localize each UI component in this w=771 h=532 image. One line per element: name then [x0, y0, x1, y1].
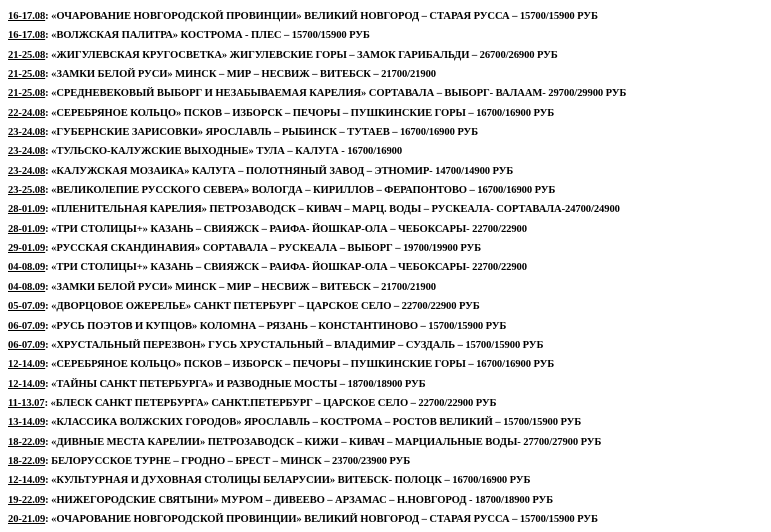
tour-row — [8, 220, 768, 239]
tour-row — [8, 123, 768, 142]
tour-description: : «КАЛУЖСКАЯ МОЗАИКА» КАЛУГА – ПОЛОТНЯНЫЙ ЗАВОД – ЭТНОМИР- 14700/14900 РУБ — [45, 165, 514, 177]
tour-dates: 12-14.09 — [8, 359, 46, 371]
tour-description: : «КУЛЬТУРНАЯ И ДУХОВНАЯ СТОЛИЦЫ БЕЛАРУСИИ» ВИТЕБСК- ПОЛОЦК – 16700/16900 РУБ — [45, 475, 531, 487]
tour-description: : «ТАЙНЫ САНКТ ПЕТЕРБУРГА» И РАЗВОДНЫЕ МОСТЫ – 18700/18900 РУБ — [45, 378, 426, 390]
tour-row — [8, 258, 768, 277]
tour-row — [8, 491, 768, 510]
tour-row — [8, 278, 768, 297]
tour-dates: 20-21.09 — [8, 513, 46, 525]
tour-row — [8, 84, 768, 103]
tour-row — [8, 413, 768, 432]
tour-row — [8, 7, 768, 26]
tour-description: : БЕЛОРУССКОЕ ТУРНЕ – ГРОДНО – БРЕСТ – МИНСК – 23700/23900 РУБ — [45, 455, 411, 467]
tour-row — [8, 375, 768, 394]
tour-description: : «ТРИ СТОЛИЦЫ+» КАЗАНЬ – СВИЯЖСК – РАИФА- ЙОШКАР-ОЛА – ЧЕБОКСАРЫ- 22700/22900 — [45, 262, 527, 274]
tour-row — [8, 433, 768, 452]
tour-dates: 12-14.09 — [8, 378, 46, 390]
tour-dates: 04-08.09 — [8, 262, 46, 274]
tour-description: : «РУССКАЯ СКАНДИНАВИЯ» СОРТАВАЛА – РУСКЕАЛА – ВЫБОРГ – 19700/19900 РУБ — [45, 243, 482, 255]
tour-description: : «ЖИГУЛЕВСКАЯ КРУГОСВЕТКА» ЖИГУЛЕВСКИЕ ГОРЫ – ЗАМОК ГАРИБАЛЬДИ – 26700/26900 РУБ — [45, 49, 558, 61]
tour-description: : «ДИВНЫЕ МЕСТА КАРЕЛИИ» ПЕТРОЗАВОДСК – КИЖИ – КИВАЧ – МАРЦИАЛЬНЫЕ ВОДЫ- 27700/27900 РУБ — [45, 436, 602, 448]
tour-dates: 23-24.08 — [8, 127, 46, 139]
tour-dates: 16-17.08 — [8, 30, 46, 42]
tour-description: : «ЗАМКИ БЕЛОЙ РУСИ» МИНСК – МИР – НЕСВИЖ – ВИТЕБСК – 21700/21900 — [45, 69, 436, 81]
tour-row — [8, 355, 768, 374]
tour-row — [8, 26, 768, 45]
tour-dates: 22-24.08 — [8, 107, 46, 119]
tour-description: : «КЛАССИКА ВОЛЖСКИХ ГОРОДОВ» ЯРОСЛАВЛЬ – КОСТРОМА – РОСТОВ ВЕЛИКИЙ – 15700/15900 РУБ — [45, 417, 582, 429]
tour-row — [8, 239, 768, 258]
tour-description: : «ВЕЛИКОЛЕПИЕ РУССКОГО СЕВЕРА» ВОЛОГДА – КИРИЛЛОВ – ФЕРАПОНТОВО – 16700/16900 РУБ — [45, 185, 556, 197]
tour-list — [8, 7, 768, 529]
tour-dates: 21-25.08 — [8, 69, 46, 81]
tour-row — [8, 394, 768, 413]
tour-description: : «СЕРЕБРЯНОЕ КОЛЬЦО» ПСКОВ – ИЗБОРСК – ПЕЧОРЫ – ПУШКИНСКИЕ ГОРЫ – 16700/16900 РУБ — [45, 359, 555, 371]
tour-description: : «РУСЬ ПОЭТОВ И КУПЦОВ» КОЛОМНА – РЯЗАНЬ – КОНСТАНТИНОВО – 15700/15900 РУБ — [45, 320, 507, 332]
tour-description: : «СРЕДНЕВЕКОВЫЙ ВЫБОРГ И НЕЗАБЫВАЕМАЯ КАРЕЛИЯ» СОРТАВАЛА – ВЫБОРГ- ВАЛААМ- 29700/29900 РУБ — [45, 88, 627, 100]
tour-dates: 28-01.09 — [8, 223, 46, 235]
tour-description: : «БЛЕСК САНКТ ПЕТЕРБУРГА» САНКТ.ПЕТЕРБУРГ – ЦАРСКОЕ СЕЛО – 22700/22900 РУБ — [44, 397, 497, 409]
tour-row — [8, 200, 768, 219]
tour-row — [8, 452, 768, 471]
tour-description: : «ГУБЕРНСКИЕ ЗАРИСОВКИ» ЯРОСЛАВЛЬ – РЫБИНСК – ТУТАЕВ – 16700/16900 РУБ — [45, 127, 479, 139]
tour-dates: 06-07.09 — [8, 339, 46, 351]
tour-row — [8, 162, 768, 181]
tour-row — [8, 181, 768, 200]
tour-description: : «ОЧАРОВАНИЕ НОВГОРОДСКОЙ ПРОВИНЦИИ» ВЕЛИКИЙ НОВГОРОД – СТАРАЯ РУССА – 15700/15900 РУБ — [45, 11, 598, 22]
tour-dates: 19-22.09 — [8, 494, 46, 506]
tour-dates: 12-14.09 — [8, 475, 46, 487]
tour-row — [8, 510, 768, 529]
tour-row — [8, 297, 768, 316]
tour-dates: 18-22.09 — [8, 455, 46, 467]
tour-dates: 28-01.09 — [8, 204, 46, 216]
tour-dates: 05-07.09 — [8, 301, 46, 313]
tour-row — [8, 65, 768, 84]
tour-dates: 06-07.09 — [8, 320, 46, 332]
tour-dates: 16-17.08 — [8, 11, 46, 22]
tour-description: : «СЕРЕБРЯНОЕ КОЛЬЦО» ПСКОВ – ИЗБОРСК – ПЕЧОРЫ – ПУШКИНСКИЕ ГОРЫ – 16700/16900 РУБ — [45, 107, 555, 119]
tour-dates: 21-25.08 — [8, 88, 46, 100]
tour-dates: 13-14.09 — [8, 417, 46, 429]
tour-dates: 23-25.08 — [8, 185, 46, 197]
tour-row — [8, 142, 768, 161]
tour-description: : «ДВОРЦОВОЕ ОЖЕРЕЛЬЕ» САНКТ ПЕТЕРБУРГ – ЦАРСКОЕ СЕЛО – 22700/22900 РУБ — [45, 301, 480, 313]
tour-row — [8, 336, 768, 355]
tour-description: : «ОЧАРОВАНИЕ НОВГОРОДСКОЙ ПРОВИНЦИИ» ВЕЛИКИЙ НОВГОРОД – СТАРАЯ РУССА – 15700/15900 РУБ — [45, 513, 598, 525]
tour-dates: 29-01.09 — [8, 243, 46, 255]
tour-dates: 23-24.08 — [8, 165, 46, 177]
tour-dates: 11-13.07 — [8, 397, 45, 409]
tour-description: : «ТРИ СТОЛИЦЫ+» КАЗАНЬ – СВИЯЖСК – РАИФА- ЙОШКАР-ОЛА – ЧЕБОКСАРЫ- 22700/22900 — [45, 223, 527, 235]
tour-description: : «ТУЛЬСКО-КАЛУЖСКИЕ ВЫХОДНЫЕ» ТУЛА – КАЛУГА - 16700/16900 — [45, 146, 403, 158]
tour-dates: 18-22.09 — [8, 436, 46, 448]
tour-description: : «ХРУСТАЛЬНЫЙ ПЕРЕЗВОН» ГУСЬ ХРУСТАЛЬНЫЙ – ВЛАДИМИР – СУЗДАЛЬ – 15700/15900 РУБ — [45, 339, 544, 351]
tour-description: : «ПЛЕНИТЕЛЬНАЯ КАРЕЛИЯ» ПЕТРОЗАВОДСК – КИВАЧ – МАРЦ. ВОДЫ – РУСКЕАЛА- СОРТАВАЛА-24700/24900 — [45, 204, 620, 216]
tour-row — [8, 104, 768, 123]
tour-description: : «ЗАМКИ БЕЛОЙ РУСИ» МИНСК – МИР – НЕСВИЖ – ВИТЕБСК – 21700/21900 — [45, 281, 436, 293]
tour-dates: 04-08.09 — [8, 281, 46, 293]
tour-description: : «НИЖЕГОРОДСКИЕ СВЯТЫНИ» МУРОМ – ДИВЕЕВО – АРЗАМАС – Н.НОВГОРОД - 18700/18900 РУБ — [45, 494, 554, 506]
tour-dates: 21-25.08 — [8, 49, 46, 61]
tour-description: : «ВОЛЖСКАЯ ПАЛИТРА» КОСТРОМА - ПЛЕС – 15700/15900 РУБ — [45, 30, 370, 42]
tour-row — [8, 317, 768, 336]
tour-row — [8, 471, 768, 490]
tour-row — [8, 46, 768, 65]
tour-dates: 23-24.08 — [8, 146, 46, 158]
